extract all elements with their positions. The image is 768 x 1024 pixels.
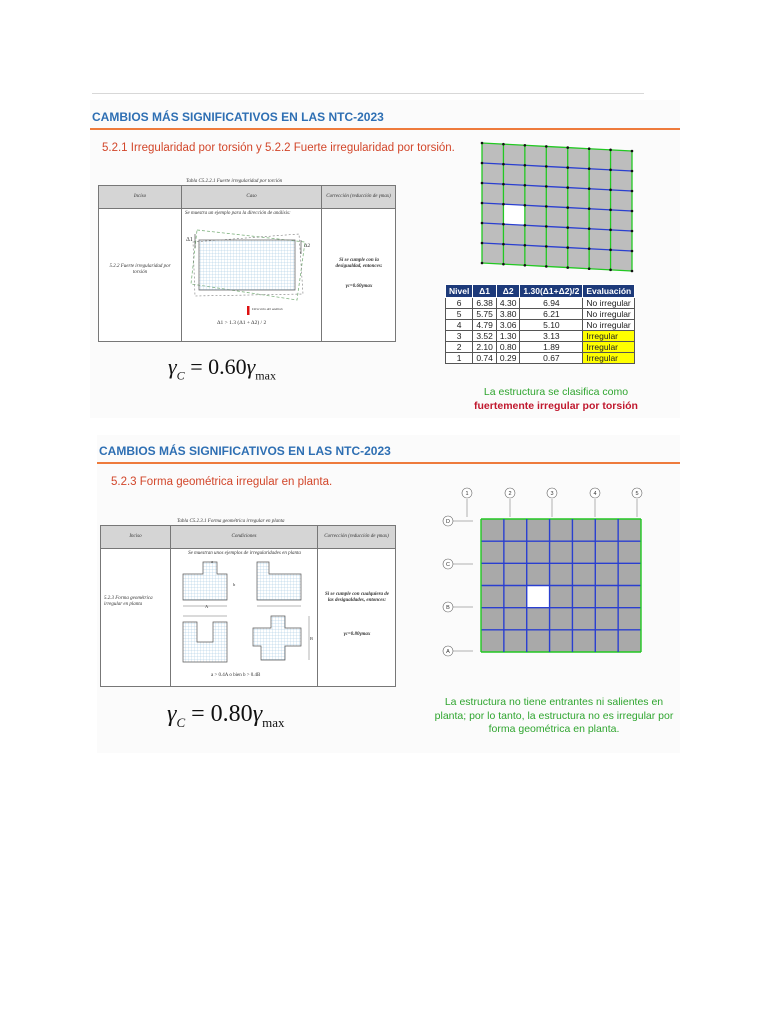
- column-node: [609, 249, 612, 252]
- cell-formula: 0.67: [520, 353, 583, 364]
- header-formula: 1.30(Δ1+Δ2)/2: [520, 285, 583, 298]
- axis-label: B: [446, 605, 450, 611]
- delta1-label: Δ1: [186, 237, 193, 243]
- cell-nivel: 4: [446, 320, 473, 331]
- slide-subtitle: 5.2.3 Forma geométrica irregular en planta.: [111, 476, 333, 488]
- slide-torsion: [90, 100, 680, 418]
- gamma-max-symbol: γ: [246, 354, 256, 379]
- slide-geometric-shape: [97, 435, 680, 753]
- column-node: [609, 169, 612, 172]
- column-node: [524, 184, 527, 187]
- slide-title: CAMBIOS MÁS SIGNIFICATIVOS EN LAS NTC-2023: [99, 444, 391, 458]
- cell-delta2: 4.30: [496, 298, 520, 309]
- slab-opening: [503, 204, 524, 225]
- cell-delta1: 5.75: [473, 309, 497, 320]
- col-condiciones: Condiciones: [171, 526, 318, 548]
- axis-label: A: [446, 649, 450, 655]
- page-divider: [92, 93, 644, 94]
- column-node: [502, 163, 505, 166]
- axis-label: 5: [635, 491, 639, 497]
- title-underline: [90, 128, 680, 130]
- col-divider: [317, 548, 318, 686]
- column-node: [524, 144, 527, 147]
- conclusion-line1: La estructura se clasifica como: [483, 386, 629, 398]
- column-node: [524, 204, 527, 207]
- slab-opening: [527, 586, 550, 608]
- cell-delta2: 0.29: [496, 353, 520, 364]
- column-node: [502, 263, 505, 266]
- column-node: [502, 243, 505, 246]
- column-node: [631, 190, 634, 193]
- torsion-conclusion: [436, 386, 676, 413]
- cell-evaluacion: No irregular: [583, 309, 635, 320]
- table-header: [101, 526, 395, 549]
- formula-value: = 0.80: [191, 701, 253, 727]
- row-factor: γc=0.80γmax: [343, 632, 371, 637]
- column-node: [545, 225, 548, 228]
- axis-label: C: [446, 562, 450, 568]
- cell-evaluacion: Irregular: [583, 353, 635, 364]
- column-node: [566, 266, 569, 269]
- column-node: [481, 182, 484, 185]
- column-node: [524, 164, 527, 167]
- slide-subtitle: 5.2.1 Irregularidad por torsión y 5.2.2 Fuerte irregularidad por torsión.: [102, 142, 455, 154]
- header-delta2: Δ2: [496, 285, 520, 298]
- geometry-conclusion: La estructura no tiene entrantes ni salientes en planta; por lo tanto, la estructura no es irregular por forma geométrica en planta.: [434, 696, 674, 736]
- header-delta1: Δ1: [473, 285, 497, 298]
- column-node: [566, 186, 569, 189]
- column-node: [481, 142, 484, 145]
- cell-nivel: 5: [446, 309, 473, 320]
- column-node: [631, 170, 634, 173]
- column-node: [609, 269, 612, 272]
- table-caption: Tabla C5.2.2.1 Fuerte irregularidad por torción: [186, 179, 283, 184]
- cell-delta1: 2.10: [473, 342, 497, 353]
- column-node: [631, 270, 634, 273]
- direction-label: Dirección del análisis: [252, 307, 283, 311]
- column-node: [609, 229, 612, 232]
- row-correccion: Si se cumple con cualquiera de las desigualdades, entonces:: [324, 592, 390, 604]
- axis-label: 2: [508, 491, 512, 497]
- column-node: [502, 203, 505, 206]
- inequality-label: Δ1 > 1.3 (Δ1 + Δ2) / 2: [217, 320, 267, 326]
- column-node: [545, 165, 548, 168]
- irregular-shapes-sketch: [173, 560, 316, 670]
- column-node: [545, 205, 548, 208]
- cell-delta1: 3.52: [473, 331, 497, 342]
- table-body: [446, 298, 635, 364]
- column-node: [631, 230, 634, 233]
- table-row: [446, 331, 635, 342]
- row-caso: Se muestra un ejemplo para la dirección de análisis:: [185, 211, 291, 216]
- cell-evaluacion: Irregular: [583, 342, 635, 353]
- column-node: [588, 147, 591, 150]
- torsion-evaluation-table: [445, 284, 635, 364]
- axis-label: 3: [550, 491, 554, 497]
- column-node: [588, 207, 591, 210]
- column-node: [502, 183, 505, 186]
- dim-a: a: [211, 559, 213, 564]
- column-node: [566, 206, 569, 209]
- rotated-plan-grid: [478, 141, 638, 275]
- cell-delta1: 6.38: [473, 298, 497, 309]
- column-node: [588, 247, 591, 250]
- gamma-symbol: γ: [168, 354, 177, 379]
- column-node: [545, 265, 548, 268]
- column-node: [588, 167, 591, 170]
- cell-nivel: 1: [446, 353, 473, 364]
- conclusion-line2: fuertemente irregular por torsión: [474, 399, 638, 412]
- table-row: [446, 353, 635, 364]
- cell-nivel: 6: [446, 298, 473, 309]
- cell-nivel: 2: [446, 342, 473, 353]
- axis-label: 1: [465, 491, 469, 497]
- column-node: [631, 150, 634, 153]
- col-caso: Caso: [182, 186, 322, 208]
- column-node: [566, 146, 569, 149]
- header-nivel: Nivel: [446, 285, 473, 298]
- gamma-subscript: C: [176, 714, 186, 730]
- dim-B: B: [310, 636, 314, 641]
- cell-delta1: 4.79: [473, 320, 497, 331]
- column-node: [609, 209, 612, 212]
- formula-value: = 0.60: [190, 354, 247, 379]
- cell-evaluacion: No irregular: [583, 298, 635, 309]
- gamma-formula: [167, 701, 285, 731]
- cell-formula: 3.13: [520, 331, 583, 342]
- max-subscript: max: [255, 368, 276, 383]
- column-node: [481, 242, 484, 245]
- delta2-label: Δ2: [304, 243, 311, 249]
- regular-plan-grid: [437, 487, 652, 665]
- column-node: [566, 226, 569, 229]
- column-node: [545, 245, 548, 248]
- cell-delta2: 1.30: [496, 331, 520, 342]
- dims-note: a > 0.4A o bien b > 0.4B: [211, 673, 261, 678]
- cell-delta1: 0.74: [473, 353, 497, 364]
- cell-delta2: 3.80: [496, 309, 520, 320]
- cell-delta2: 3.06: [496, 320, 520, 331]
- column-node: [588, 227, 591, 230]
- column-node: [524, 244, 527, 247]
- table-row: [446, 298, 635, 309]
- header-evaluacion: Evaluación: [583, 285, 635, 298]
- cell-formula: 5.10: [520, 320, 583, 331]
- col-correccion: Corrección (reducción de γmax): [326, 194, 391, 199]
- column-node: [524, 264, 527, 267]
- ntc-table-torsion: [98, 185, 396, 342]
- col-inciso: Inciso: [101, 526, 171, 548]
- cell-evaluacion: Irregular: [583, 331, 635, 342]
- axis-label: D: [446, 519, 450, 525]
- table-row: [446, 342, 635, 353]
- cell-evaluacion: No irregular: [583, 320, 635, 331]
- slide-title: CAMBIOS MÁS SIGNIFICATIVOS EN LAS NTC-2023: [92, 110, 384, 124]
- cell-formula: 6.21: [520, 309, 583, 320]
- column-node: [545, 145, 548, 148]
- max-subscript: max: [262, 714, 285, 730]
- col-inciso: Inciso: [99, 186, 182, 208]
- column-node: [566, 246, 569, 249]
- ntc-table-geometry: [100, 525, 396, 687]
- row-condiciones: Se muestran unos ejemplos de irregularidades en planta: [188, 551, 301, 556]
- column-node: [502, 223, 505, 226]
- column-node: [502, 143, 505, 146]
- cell-formula: 6.94: [520, 298, 583, 309]
- table-row: [446, 309, 635, 320]
- cell-formula: 1.89: [520, 342, 583, 353]
- column-node: [481, 162, 484, 165]
- dim-A: A: [205, 604, 209, 609]
- gamma-subscript: C: [176, 368, 185, 383]
- col-divider: [321, 208, 322, 341]
- column-node: [524, 224, 527, 227]
- title-underline: [97, 462, 680, 464]
- table-caption: Tabla C5.2.3.1 Forma geométrica irregular en planta: [177, 519, 285, 524]
- table-header: [99, 186, 395, 209]
- col-divider: [170, 548, 171, 686]
- row-inciso: 5.2.2 Fuerte irregularidad por torsión: [109, 264, 171, 276]
- row-correccion: Si se cumple con la desigualdad, entonces:: [335, 258, 383, 270]
- column-node: [631, 250, 634, 253]
- gamma-formula: [168, 354, 276, 383]
- column-node: [631, 210, 634, 213]
- row-factor: γc=0.60γmax: [345, 284, 373, 289]
- row-inciso: 5.2.3 Forma geométrica irregular en planta: [104, 596, 153, 608]
- column-node: [481, 262, 484, 265]
- axis-label: 4: [593, 491, 597, 497]
- column-node: [481, 222, 484, 225]
- column-node: [609, 189, 612, 192]
- column-node: [566, 166, 569, 169]
- column-node: [545, 185, 548, 188]
- cell-delta2: 0.80: [496, 342, 520, 353]
- dim-b: b: [233, 582, 236, 587]
- cell-nivel: 3: [446, 331, 473, 342]
- gamma-max-symbol: γ: [252, 701, 263, 727]
- column-node: [588, 267, 591, 270]
- col-correccion: Corrección (reducción de γmax): [324, 534, 389, 539]
- column-node: [588, 187, 591, 190]
- gamma-symbol: γ: [167, 701, 177, 727]
- column-node: [609, 149, 612, 152]
- column-node: [481, 202, 484, 205]
- table-row: [446, 320, 635, 331]
- table-header-row: [446, 285, 635, 298]
- col-divider: [181, 208, 182, 341]
